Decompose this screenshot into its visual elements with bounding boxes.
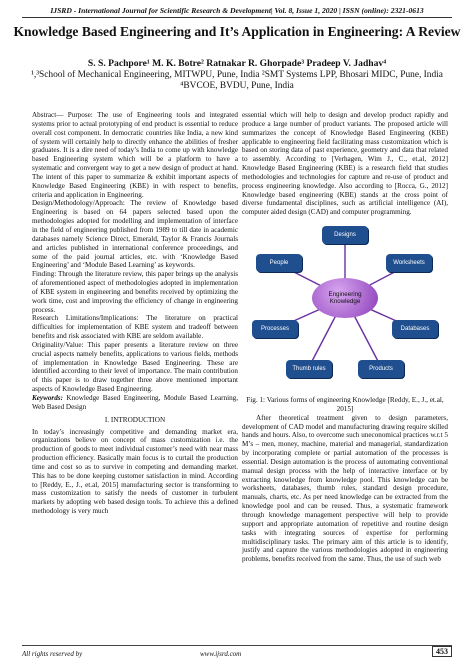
author-affiliations: ¹,³School of Mechanical Engineering, MITWPU, Pune, India ²SMT Systems LPP, Bhosari MIDC, Pune, India ⁴BVCOE, BVDU, Pune, India [31, 70, 443, 91]
keywords-label: Keywords: [32, 394, 63, 402]
footer-copyright: All rights reserved by [22, 650, 83, 658]
page-number: 453 [432, 646, 452, 657]
abstract-originality: Originality/Value: This paper presents a literature review on three crucial aspects namely benefits, applications to various fields, methods of implementation in Knowledge Based Engineering. These are identified according to their level of importance. The main contribution of this paper is to draw together three above mentioned important aspects of Knowledge Based Engineering. [32, 340, 238, 394]
node-people: People [256, 254, 302, 272]
figure-caption: Fig. 1: Various forms of engineering Knowledge [Reddy, E., J., et.al, 2015] [246, 396, 444, 413]
introduction-paragraph: In today’s increasingly competitive and demanding market era, organizations believe on concept of mass customization i.e. the production of goods to meet individual customer’s need with near mass production efficiency. Basically main focus is to curtail the production time and cost so as to survive in competing and demanding market. This has to be done keeping customer satisfaction in mind. According to [Reddy, E., J., et.al, 2015] manufacturing sector is transforming to mass customization to satisfy the needs of customer in turbulent markets by adopting web based design tools. To achieve this a defined methodology is very much [32, 427, 238, 516]
paper-title: Knowledge Based Engineering and It’s Application in Engineering: A Review [13, 24, 461, 39]
knowledge-forms-diagram [242, 220, 448, 395]
node-engineering-knowledge [312, 278, 378, 318]
keywords [32, 394, 238, 412]
abstract-limitations: Research Limitations/Implications: The literature on practical difficulties for implementation of KBE system and tradeoff between benefits and risk associated with KBE are seldom available. [32, 314, 238, 341]
keywords-text: Knowledge Based Engineering, Module Based Learning, Web Based Design [32, 394, 238, 411]
abstract-methodology: Design/Methodology/Approach: The review of Knowledge based Engineering is based on 64 papers selected based upon the methodologies adopted for modelling and implementation of interface in the field of engineering published from 1989 to till date in academic databases namely Science Direct, Emerald, Taylor & Francis Journals and articles published in international conference proceedings, and some of the paid journal articles, etc. with ‘Knowledge Based Engineering’ and ‘Module Based Learning’ as keywords. [32, 199, 238, 270]
intro-paragraph-continued: essential which will help to design and develop product rapidly and produce a large number of product variants. The proposed article will summarizes the concept of Knowledge Based Engineering (KBE) applicable to engineering field facilitating mass customization which is based on storing data of past experience, geometry and data that related to assembly. According to [Verhagen, Wim J., C., et.al, 2012] Knowledge Based Engineering (KBE) is a research field that studies methodologies and technologies for capture and re-use of product and process engineering knowledge. Also according to [Rocca, G., 2012] Knowledge based engineering (KBE) stands at the cross point of diverse fundamental disciplines, such as artificial intelligence (AI), computer aided design (CAD) and computer programming. [242, 111, 448, 217]
node-thumb-rules: Thumb rules [286, 360, 332, 378]
section-heading-introduction: I. INTRODUCTION [104, 415, 166, 424]
abstract-finding: Finding: Through the literature review, this paper brings up the analysis of aforementioned aspect of methodologies adopted in implementation of KBE system in engineering and benefits received by optimizing the work time, cost and improving the efficiency of change in engineering process. [32, 270, 238, 314]
body-paragraph: After theoretical treatment given to design parameters, development of CAD model and manufacturing drawing require skilled hands and hours. Also, to overcome such uneconomical practices w.r.t 5 M’s – men, money, machine, material and managerial, standardization by incorporating complete or partial automation of the processes is essential. Design automation is the process of automating conventional manual design process with the help of interactive interface or by extracting knowledge from knowledge pool. This knowledge can be worksheets, databases, thumb rules, standard design procedure, manuals, charts, etc. As per need knowledge can be extracted from the knowledge pool and can be reused. Thus, a systematic framework through knowledge management perspective will help to provide support and appropriate automation of repetitive and routine design tasks with integrating sources of expertise for performing multidisciplinary tasks. The primary aim of this article is to identify, justify and capture the various methodologies adopted in engineering problems, benefits received from the same. Thus, the use of such web [242, 413, 448, 564]
right-column [242, 111, 448, 564]
footer-site-link[interactable]: www.ijsrd.com [200, 650, 242, 658]
abstract-purpose: Abstract— Purpose: The use of Engineering tools and integrated systems prior to actual prototyping of end product is essential to reduce overall cost component. In democratic countries like India, a new kind of system will certainly help to directly enhance the abilities of fresher graduates. It is a dire need of today’s India to come up with knowledge based Engineering system which will be a platform to have a systematic and convergent way to get a new design of product at hand. The intent of this paper to summarize & exhibit important aspects of Knowledge Based Engineering (KBE) in with respect to benefits, criteria and application in Engineering. [32, 111, 238, 199]
hub-label-line2: Knowledge [329, 298, 361, 306]
footer-rule [22, 645, 452, 646]
node-products: Products [358, 360, 404, 378]
node-processes: Processes [252, 320, 298, 338]
node-worksheets: Worksheets [386, 254, 432, 272]
left-column [32, 111, 238, 516]
hub-label-line1: Engineering [328, 290, 362, 298]
node-designs: Designs [322, 226, 368, 244]
node-databases: Databases [392, 320, 438, 338]
journal-header: IJSRD - International Journal for Scientific Research & Development| Vol. 8, Issue 1, 2020 | ISSN (online): 2321-0613 [22, 6, 452, 18]
author-list: S. S. Pachpore¹ M. K. Botre² Ratnakar R. Ghorpade³ Pradeep V. Jadhav⁴ [87, 58, 387, 69]
